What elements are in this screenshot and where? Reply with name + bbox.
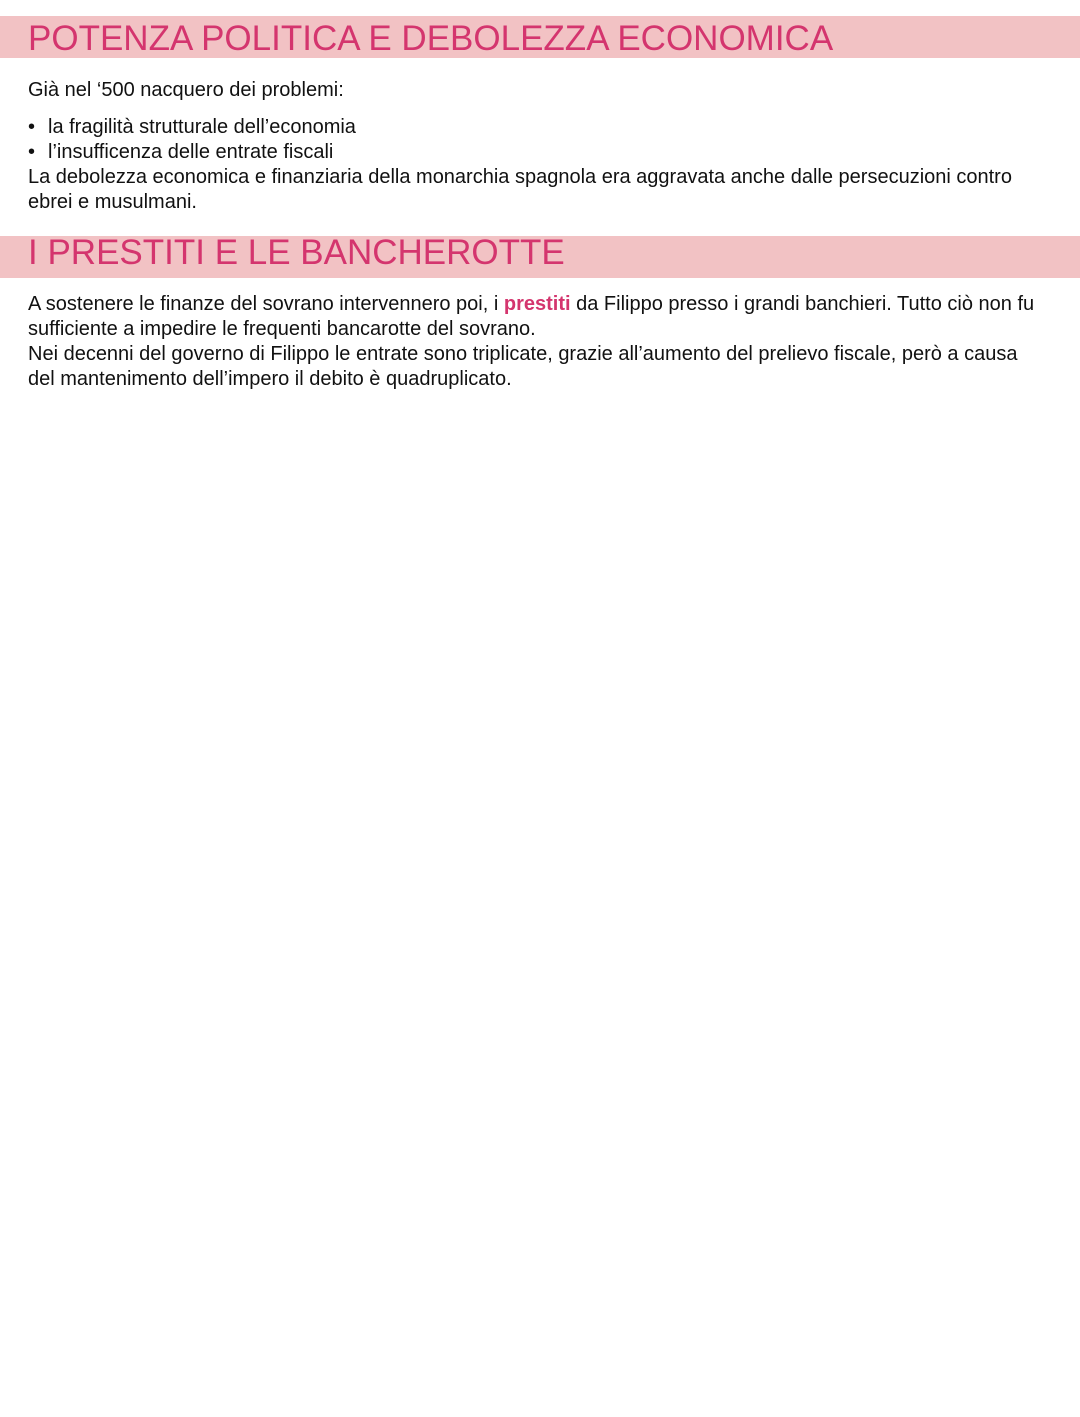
highlighted-term: prestiti	[503, 293, 571, 315]
paragraph-text: da Filippo presso i grandi banchieri. Tutto ciò non fu sufficiente a impedire le frequenti bancarotte del sovrano.	[28, 293, 1035, 340]
section-2-paragraph-1	[28, 292, 1038, 342]
section-1-title: POTENZA POLITICA E DEBOLEZZA ECONOMICA	[28, 19, 834, 58]
list-item	[28, 115, 356, 140]
list-item	[28, 140, 356, 165]
section-1-bullet-list	[28, 115, 356, 165]
list-item-text: la fragilità strutturale dell’economia	[48, 116, 356, 138]
paragraph-text: A sostenere le finanze del sovrano intervennero poi, i	[28, 293, 504, 315]
section-2-title: I PRESTITI E LE BANCHEROTTE	[28, 233, 565, 272]
bullet-icon: •	[28, 116, 36, 138]
section-2-paragraph-2: Nei decenni del governo di Filippo le entrate sono triplicate, grazie all’aumento del prelievo fiscale, però a causa del mantenimento dell’impero il debito è quadruplicato.	[28, 343, 1018, 390]
list-item-text: l’insufficenza delle entrate fiscali	[48, 141, 334, 163]
section-1-paragraph: La debolezza economica e finanziaria della monarchia spagnola era aggravata anche dalle persecuzioni contro ebrei e musulmani.	[28, 166, 1012, 213]
bullet-icon: •	[28, 141, 36, 163]
section-1-intro: Già nel ‘500 nacquero dei problemi:	[28, 79, 344, 101]
